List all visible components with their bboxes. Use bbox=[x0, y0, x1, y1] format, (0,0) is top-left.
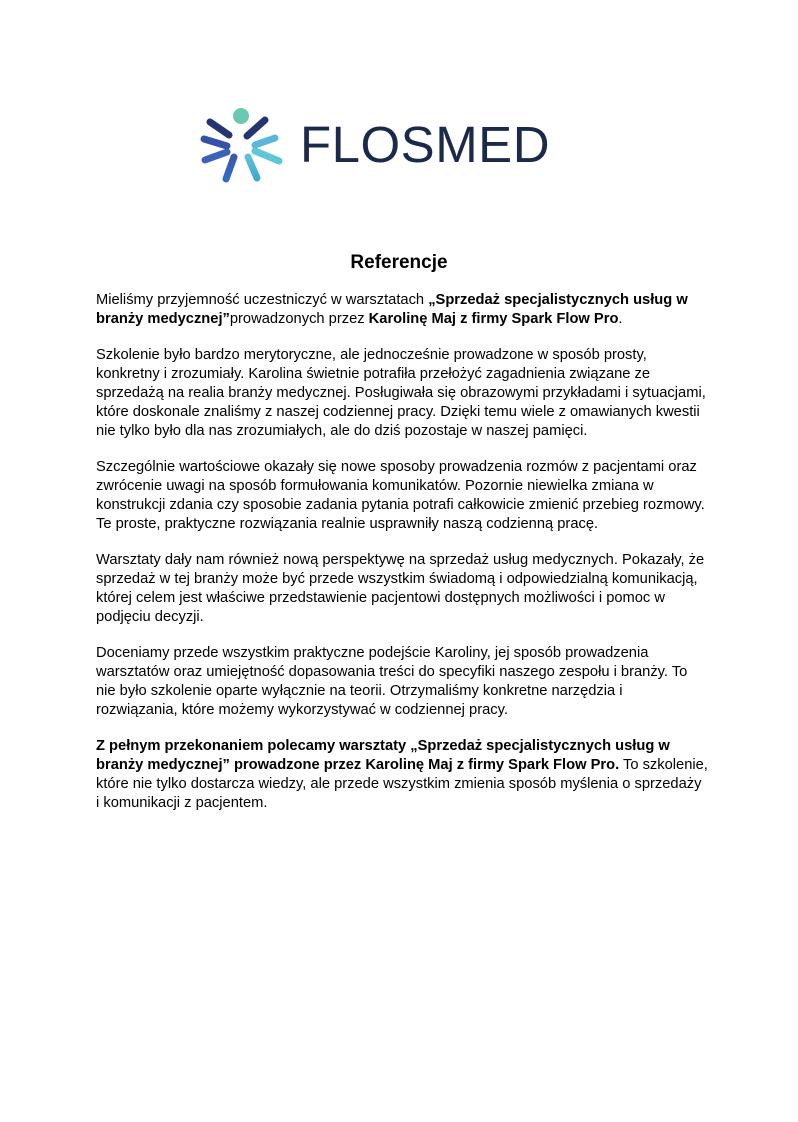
recommendation-bold: Z pełnym przekonaniem polecamy warsztaty „Sprzedaż specjalistycznych usług w branży medycznej” prowadzone przez Karolinę Maj z firmy Spark Flow Pro. bbox=[96, 738, 670, 773]
intro-trainer-name: Karolinę Maj z firmy Spark Flow Pro bbox=[368, 311, 619, 327]
paragraph-perspective: Warsztaty dały nam również nową perspektywę na sprzedaż usług medycznych. Pokazały, że sprzedaż w tej branży może być przede wszystkim świadomą i odpowiedzialną komunikacją, której celem jest właściwe przedstawienie pacjentowi dostępnych możliwości i pomoc w podjęciu decyzji. bbox=[96, 552, 705, 625]
recommendation-text: To szkolenie, które nie tylko dostarcza wiedzy, ale przede wszystkim zmienia sposób myślenia o sprzedaży i komunikacji z pacjentem. bbox=[96, 757, 708, 811]
intro-text-1: Mieliśmy przyjemność uczestniczyć w warsztatach bbox=[96, 292, 429, 308]
paragraph-practical: Doceniamy przede wszystkim praktyczne podejście Karoliny, jej sposób prowadzenia warsztatów oraz umiejętność dopasowania treści do specyfiki naszego zespołu i branży. To nie było szkolenie oparte wyłącznie na teorii. Otrzymaliśmy konkretne narzędzia i rozwiązania, które możemy wykorzystywać w codziennej pracy. bbox=[96, 645, 688, 718]
intro-workshop-name: „Sprzedaż specjalistycznych usług w branży medycznej” bbox=[96, 292, 688, 327]
logo-wordmark: FLOSMED bbox=[300, 116, 551, 173]
paragraph-recommendation bbox=[96, 737, 708, 813]
paragraph-intro bbox=[96, 291, 708, 329]
intro-text-3: . bbox=[618, 311, 623, 327]
intro-text-2: prowadzonych przez bbox=[229, 311, 369, 327]
letter-body bbox=[96, 291, 708, 830]
paragraph-communication: Szczególnie wartościowe okazały się nowe sposoby prowadzenia rozmów z pacjentami oraz zwrócenie uwagi na sposób formułowania komunikatów. Pozornie niewielka zmiana w konstrukcji zdania czy sposobie zadania pytania potrafi całkowicie zmienić przebieg rozmowy. Te proste, praktyczne rozwiązania realnie usprawniły naszą codzienną pracę. bbox=[96, 459, 705, 532]
paragraph-training: Szkolenie było bardzo merytoryczne, ale jednocześnie prowadzone w sposób prosty, konkretny i zrozumiały. Karolina świetnie potrafiła przełożyć zagadnienia związane ze sprzedażą na realia branży medycznej. Posługiwała się obrazowymi przykładami i sytuacjami, które doskonale znaliśmy z naszej codziennej pracy. Dzięki temu wiele z omawianych kwestii nie tylko było dla nas zrozumiałych, ale do dziś pozostaje w naszej pamięci. bbox=[96, 347, 706, 439]
people-star-logo-icon bbox=[199, 104, 291, 188]
page-title: Referencje bbox=[350, 252, 448, 273]
flosmed-logo bbox=[199, 104, 559, 188]
